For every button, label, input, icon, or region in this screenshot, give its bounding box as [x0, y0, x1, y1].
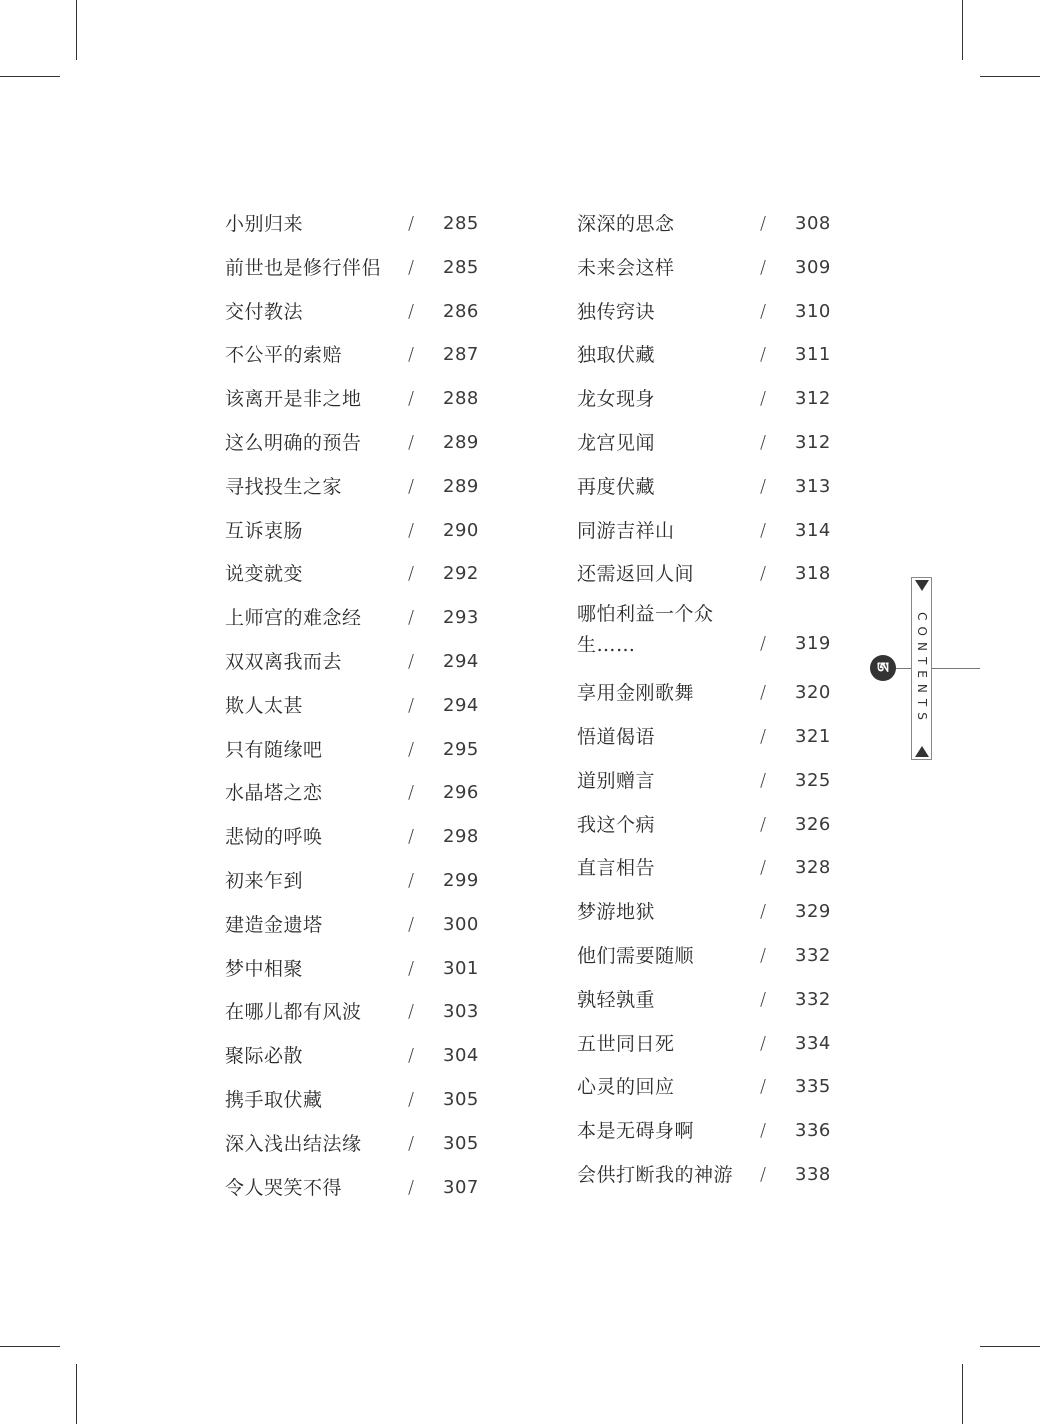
toc-entry[interactable]	[225, 509, 479, 553]
crop-mark	[962, 0, 963, 60]
toc-separator: /	[408, 957, 415, 979]
toc-entry-title: 他们需要随顺	[577, 944, 695, 967]
toc-entry-page: 309	[795, 256, 831, 278]
toc-separator: /	[760, 633, 767, 655]
toc-entry-page: 299	[443, 869, 479, 891]
toc-separator: /	[408, 1045, 415, 1067]
toc-entry-page: 294	[443, 650, 479, 672]
toc-entry[interactable]	[225, 465, 479, 509]
toc-entry-title: 悟道偈语	[577, 725, 656, 748]
toc-entry-title: 携手取伏藏	[225, 1088, 323, 1111]
toc-entry-title: 深深的思念	[577, 213, 675, 235]
toc-entry[interactable]	[225, 1122, 479, 1166]
toc-entry-page: 320	[795, 682, 831, 704]
toc-entry[interactable]	[225, 552, 479, 596]
toc-separator: /	[760, 300, 767, 322]
toc-entry[interactable]	[577, 596, 831, 671]
toc-entry-title: 五世同日死	[577, 1032, 675, 1055]
triangle-up-icon	[915, 746, 929, 757]
toc-entry[interactable]	[577, 803, 831, 847]
toc-entry-page: 326	[795, 813, 831, 835]
toc-entry[interactable]	[225, 246, 479, 290]
toc-entry-title: 梦游地狱	[577, 901, 656, 924]
toc-separator: /	[760, 725, 767, 747]
toc-entry-page: 288	[443, 388, 479, 410]
toc-entry-page: 296	[443, 782, 479, 804]
toc-entry-page: 289	[443, 475, 479, 497]
toc-entry-title: 该离开是非之地	[225, 388, 362, 411]
toc-entry[interactable]	[225, 421, 479, 465]
toc-separator: /	[760, 213, 767, 234]
toc-separator: /	[408, 1088, 415, 1110]
toc-separator: /	[408, 475, 415, 497]
toc-entry[interactable]	[577, 509, 831, 553]
toc-entry-page: 285	[443, 213, 479, 234]
toc-separator: /	[408, 650, 415, 672]
toc-entry-title: 再度伏藏	[577, 475, 656, 498]
toc-entry-page: 308	[795, 213, 831, 234]
toc-entry[interactable]	[577, 846, 831, 890]
toc-entry-title: 前世也是修行伴侣	[225, 256, 382, 279]
toc-entry[interactable]	[577, 715, 831, 759]
toc-entry[interactable]	[225, 1078, 479, 1122]
toc-entry[interactable]	[225, 333, 479, 377]
toc-separator: /	[408, 1176, 415, 1198]
toc-entry[interactable]	[577, 465, 831, 509]
toc-entry-page: 290	[443, 519, 479, 541]
toc-column-right	[577, 202, 831, 1197]
toc-separator: /	[760, 857, 767, 879]
toc-separator: /	[408, 869, 415, 891]
tab-connector-line	[890, 668, 980, 669]
toc-entry[interactable]	[577, 934, 831, 978]
crop-mark	[962, 1364, 963, 1424]
toc-entry-page: 294	[443, 694, 479, 716]
toc-entry-page: 335	[795, 1076, 831, 1098]
toc-entry-title: 还需返回人间	[577, 563, 695, 586]
toc-separator: /	[408, 300, 415, 322]
toc-entry-title: 说变就变	[225, 563, 304, 586]
toc-entry-title: 只有随缘吧	[225, 738, 323, 761]
toc-entry-page: 286	[443, 300, 479, 322]
toc-separator: /	[760, 988, 767, 1010]
toc-entry-page: 311	[795, 344, 831, 366]
toc-separator: /	[408, 826, 415, 848]
toc-entry[interactable]	[225, 728, 479, 772]
toc-entry-title: 我这个病	[577, 813, 656, 836]
toc-entry-title: 道别赠言	[577, 769, 656, 792]
toc-entry-title: 享用金刚歌舞	[577, 682, 695, 705]
toc-entry-page: 332	[795, 944, 831, 966]
tibetan-emblem-icon: ཨ	[870, 655, 896, 681]
toc-entry-title: 初来乍到	[225, 869, 304, 892]
toc-entry-page: 334	[795, 1032, 831, 1054]
crop-mark	[76, 0, 77, 60]
toc-separator: /	[408, 388, 415, 410]
toc-entry[interactable]	[577, 978, 831, 1022]
toc-separator: /	[408, 738, 415, 760]
toc-entry-page: 338	[795, 1163, 831, 1185]
toc-separator: /	[760, 813, 767, 835]
toc-entry[interactable]	[577, 377, 831, 421]
toc-entry-title: 悲恸的呼唤	[225, 826, 323, 849]
toc-entry-title: 独传窍诀	[577, 300, 656, 323]
toc-entry-page: 312	[795, 388, 831, 410]
toc-entry[interactable]	[225, 903, 479, 947]
toc-entry-page: 318	[795, 563, 831, 585]
toc-separator: /	[760, 901, 767, 923]
toc-entry-title: 孰轻孰重	[577, 988, 656, 1011]
toc-entry-title: 聚际必散	[225, 1045, 304, 1068]
toc-separator: /	[408, 1001, 415, 1023]
toc-separator: /	[760, 1076, 767, 1098]
toc-entry-title: 深入浅出结法缘	[225, 1132, 362, 1155]
toc-separator: /	[760, 1120, 767, 1142]
toc-entry-page: 285	[443, 256, 479, 278]
toc-entry[interactable]	[225, 859, 479, 903]
toc-entry-page: 307	[443, 1176, 479, 1198]
toc-entry-page: 310	[795, 300, 831, 322]
toc-separator: /	[760, 256, 767, 278]
toc-entry[interactable]	[577, 1065, 831, 1109]
toc-entry[interactable]	[225, 1034, 479, 1078]
toc-separator: /	[760, 682, 767, 704]
toc-separator: /	[760, 769, 767, 791]
toc-separator: /	[408, 913, 415, 935]
toc-entry-title: 交付教法	[225, 300, 304, 323]
toc-separator: /	[760, 475, 767, 497]
toc-entry-page: 321	[795, 725, 831, 747]
toc-entry[interactable]	[577, 246, 831, 290]
toc-entry[interactable]	[225, 290, 479, 334]
toc-separator: /	[408, 213, 415, 234]
toc-entry[interactable]	[577, 1022, 831, 1066]
toc-entry-title: 小别归来	[225, 213, 304, 235]
toc-separator: /	[760, 388, 767, 410]
toc-entry-page: 314	[795, 519, 831, 541]
toc-entry[interactable]	[577, 1109, 831, 1153]
toc-separator: /	[408, 256, 415, 278]
crop-mark	[0, 1346, 60, 1347]
toc-separator: /	[408, 694, 415, 716]
toc-entry[interactable]	[577, 759, 831, 803]
toc-separator: /	[408, 519, 415, 541]
toc-entry-title: 直言相告	[577, 857, 656, 880]
toc-entry-title: 会供打断我的神游	[577, 1163, 734, 1186]
toc-entry-page: 292	[443, 563, 479, 585]
toc-entry-title: 令人哭笑不得	[225, 1176, 343, 1199]
toc-entry-title: 水晶塔之恋	[225, 782, 323, 805]
toc-entry-page: 329	[795, 901, 831, 923]
toc-separator: /	[408, 782, 415, 804]
toc-entry-title: 梦中相聚	[225, 957, 304, 980]
toc-entry-title: 建造金遗塔	[225, 913, 323, 936]
toc-entry[interactable]	[577, 890, 831, 934]
toc-entry[interactable]	[577, 202, 831, 246]
toc-entry-page: 325	[795, 769, 831, 791]
toc-entry[interactable]	[225, 815, 479, 859]
toc-entry[interactable]	[225, 377, 479, 421]
toc-entry[interactable]	[225, 990, 479, 1034]
crop-mark	[980, 76, 1040, 77]
toc-entry[interactable]	[225, 202, 479, 246]
toc-entry[interactable]	[225, 1166, 479, 1210]
toc-entry-title: 互诉衷肠	[225, 519, 304, 542]
toc-entry-title: 双双离我而去	[225, 650, 343, 673]
triangle-down-icon	[915, 580, 929, 591]
toc-entry-title: 心灵的回应	[577, 1076, 675, 1099]
toc-entry-page: 332	[795, 988, 831, 1010]
toc-entry[interactable]	[577, 421, 831, 465]
toc-entry-page: 287	[443, 344, 479, 366]
toc-entry-title: 寻找投生之家	[225, 475, 343, 498]
toc-entry-page: 298	[443, 826, 479, 848]
toc-entry-page: 319	[795, 633, 831, 655]
toc-entry-title: 在哪儿都有风波	[225, 1001, 362, 1024]
toc-entry-page: 303	[443, 1001, 479, 1023]
toc-entry[interactable]	[225, 947, 479, 991]
toc-separator: /	[408, 344, 415, 366]
contents-side-tab	[911, 577, 932, 760]
toc-entry-title: 龙宫见闻	[577, 431, 656, 454]
toc-entry-page: 293	[443, 607, 479, 629]
toc-separator: /	[760, 1032, 767, 1054]
toc-entry[interactable]	[225, 771, 479, 815]
toc-entry-page: 312	[795, 431, 831, 453]
toc-separator: /	[408, 607, 415, 629]
toc-separator: /	[760, 944, 767, 966]
toc-separator: /	[760, 563, 767, 585]
toc-entry-title: 这么明确的预告	[225, 431, 362, 454]
toc-entry-page: 336	[795, 1120, 831, 1142]
toc-entry-page: 301	[443, 957, 479, 979]
toc-entry[interactable]	[577, 290, 831, 334]
toc-entry[interactable]	[225, 640, 479, 684]
toc-entry-title: 不公平的索赔	[225, 344, 343, 367]
toc-entry[interactable]	[577, 671, 831, 715]
toc-entry[interactable]	[577, 333, 831, 377]
crop-mark	[0, 76, 60, 77]
toc-entry-title: 独取伏藏	[577, 344, 656, 367]
toc-separator: /	[760, 344, 767, 366]
toc-entry-title: 哪怕利益一个众生……	[577, 603, 714, 657]
toc-separator: /	[760, 431, 767, 453]
toc-entry-page: 305	[443, 1132, 479, 1154]
toc-entry-page: 328	[795, 857, 831, 879]
toc-entry-page: 304	[443, 1045, 479, 1067]
toc-entry[interactable]	[225, 684, 479, 728]
toc-entry-title: 龙女现身	[577, 388, 656, 411]
toc-separator: /	[408, 1132, 415, 1154]
toc-separator: /	[408, 563, 415, 585]
toc-entry-title: 同游吉祥山	[577, 519, 675, 542]
toc-entry[interactable]	[577, 1153, 831, 1197]
toc-separator: /	[408, 431, 415, 453]
toc-entry-page: 313	[795, 475, 831, 497]
contents-label: CONTENTS	[914, 611, 929, 726]
toc-entry-title: 欺人太甚	[225, 694, 304, 717]
toc-entry-page: 300	[443, 913, 479, 935]
toc-column-left	[225, 202, 479, 1209]
toc-entry-title: 上师宫的难念经	[225, 607, 362, 630]
toc-entry-page: 295	[443, 738, 479, 760]
toc-entry-page: 289	[443, 431, 479, 453]
toc-entry-title: 本是无碍身啊	[577, 1120, 695, 1143]
toc-separator: /	[760, 1163, 767, 1185]
toc-entry-title: 未来会这样	[577, 256, 675, 279]
toc-entry[interactable]	[577, 552, 831, 596]
crop-mark	[980, 1346, 1040, 1347]
toc-entry-page: 305	[443, 1088, 479, 1110]
toc-entry[interactable]	[225, 596, 479, 640]
crop-mark	[76, 1364, 77, 1424]
toc-separator: /	[760, 519, 767, 541]
